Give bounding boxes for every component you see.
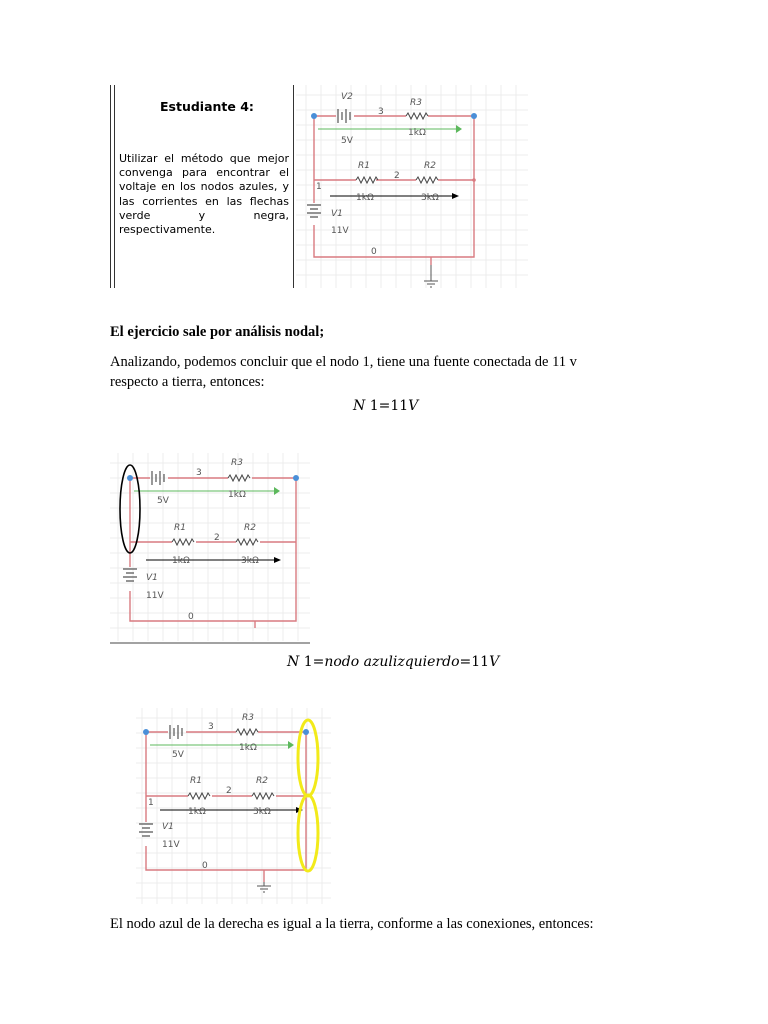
eq1-mid: 1=11 <box>365 398 409 414</box>
task-title: Estudiante 4: <box>160 99 254 114</box>
eq2-tail: =11 <box>459 654 490 670</box>
eq2-unit: V <box>489 654 500 670</box>
resistor-r1 <box>188 793 210 799</box>
label-r3: R3 <box>242 713 254 723</box>
value-r3: 1kΩ <box>408 128 426 138</box>
value-r2: 3kΩ <box>253 807 271 817</box>
label-r2: R2 <box>244 523 256 533</box>
label-r3: R3 <box>410 98 422 108</box>
value-r3: 1kΩ <box>239 743 257 753</box>
label-v1: V1 <box>331 209 343 219</box>
battery-v2 <box>338 109 350 123</box>
eq2-n: N <box>287 654 300 670</box>
resistor-r1 <box>172 539 194 545</box>
eq1-lhs: N <box>353 398 366 414</box>
blue-node-right <box>471 113 477 119</box>
wires <box>314 116 474 265</box>
wires <box>146 732 306 882</box>
label-node1: 1 <box>316 182 322 192</box>
paragraph-1-line-1: Analizando, podemos concluir que el nodo 1, tiene una fuente conectada de 11 v <box>110 354 577 370</box>
yellow-highlight-ellipse-bottom <box>298 795 318 871</box>
blue-node-left <box>143 729 149 735</box>
resistor-r2 <box>236 539 258 545</box>
blue-node-right <box>293 475 299 481</box>
label-node2: 2 <box>226 786 232 796</box>
value-r1: 1kΩ <box>172 556 190 566</box>
paragraph-2: El nodo azul de la derecha es igual a la tierra, conforme a las conexiones, entonces: <box>110 916 594 932</box>
value-r3: 1kΩ <box>228 490 246 500</box>
value-v2: 5V <box>341 136 353 146</box>
label-v2: V2 <box>341 92 353 102</box>
circuit-diagram-left-node <box>110 453 310 645</box>
equation-1 <box>353 398 418 414</box>
label-node3: 3 <box>378 107 384 117</box>
black-arrow-head <box>274 557 281 563</box>
label-r1: R1 <box>174 523 186 533</box>
label-r2: R2 <box>424 161 436 171</box>
label-v1: V1 <box>146 573 158 583</box>
label-r1: R1 <box>358 161 370 171</box>
blue-node-right <box>303 729 309 735</box>
equation-2 <box>287 654 499 670</box>
resistor-r1 <box>356 177 378 183</box>
value-r1: 1kΩ <box>188 807 206 817</box>
value-v2: 5V <box>157 496 169 506</box>
figure-border-left-inner <box>114 85 115 288</box>
task-text: Utilizar el método que mejor convenga para encontrar el voltaje en los nodos azules, y las corrientes en las flechas verde y negra, respectivamente. <box>119 152 289 237</box>
value-r1: 1kΩ <box>356 193 374 203</box>
label-node1: 1 <box>148 798 154 808</box>
label-node0: 0 <box>202 861 208 871</box>
value-v1: 11V <box>162 840 180 850</box>
paragraph-1-line-2: respecto a tierra, entonces: <box>110 374 265 390</box>
junction-node <box>472 178 476 182</box>
value-r2: 3kΩ <box>241 556 259 566</box>
green-arrow-head <box>456 125 462 133</box>
resistor-r2 <box>252 793 274 799</box>
value-v1: 11V <box>331 226 349 236</box>
label-node0: 0 <box>371 247 377 257</box>
green-arrow-head <box>274 487 280 495</box>
figure-border-left <box>110 85 111 288</box>
circuit-diagram-top <box>296 85 528 288</box>
section-heading: El ejercicio sale por análisis nodal; <box>110 324 325 340</box>
circuit-diagram-right-node <box>136 708 331 904</box>
battery-v1 <box>139 824 153 836</box>
label-node3: 3 <box>208 722 214 732</box>
label-r3: R3 <box>231 458 243 468</box>
grid <box>110 453 310 641</box>
eq2-text: 1= <box>299 654 325 670</box>
blue-node-left <box>127 475 133 481</box>
battery-v1 <box>123 569 137 581</box>
label-node2: 2 <box>394 171 400 181</box>
label-node2: 2 <box>214 533 220 543</box>
label-r1: R1 <box>190 776 202 786</box>
value-v1: 11V <box>146 591 164 601</box>
label-r2: R2 <box>256 776 268 786</box>
eq2-italic: nodo azulizquierdo <box>324 654 460 670</box>
resistor-r2 <box>416 177 438 183</box>
label-node3: 3 <box>196 468 202 478</box>
label-node0: 0 <box>188 612 194 622</box>
label-v1: V1 <box>162 822 174 832</box>
resistor-r3 <box>406 113 428 119</box>
value-v2: 5V <box>172 750 184 760</box>
value-r2: 3kΩ <box>421 193 439 203</box>
eq1-rhs: V <box>408 398 419 414</box>
blue-node-left <box>311 113 317 119</box>
figure-border-mid <box>293 85 294 288</box>
